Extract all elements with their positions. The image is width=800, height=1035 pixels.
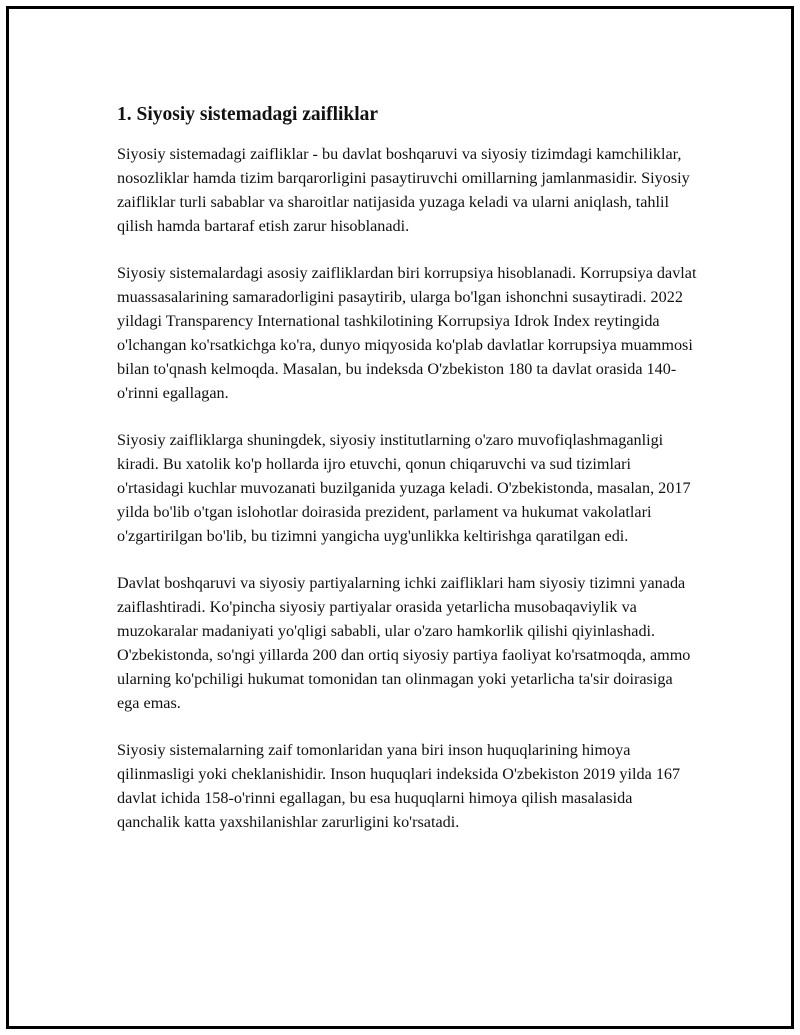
paragraph-2: Siyosiy sistemalardagi asosiy zaifliklardan biri korrupsiya hisoblanadi. Korrupsiya davlat muassasalarining samaradorligini pasaytirib, ularga bo'lgan ishonchni susaytiradi. 2022 yildagi Transparency International tashkilotining Korrupsiya Idrok Index reytingida o'lchangan ko'rsatkichga ko'ra, dunyo miqyosida ko'plab davlatlar korrupsiya muammosi bilan to'qnash kelmoqda. Masalan, bu indeksda O'zbekiston 180 ta davlat orasida 140-o'rinni egallagan.: [117, 264, 697, 402]
paragraph-1: Siyosiy sistemadagi zaifliklar - bu davlat boshqaruvi va siyosiy tizimdagi kamchiliklar, nosozliklar hamda tizim barqarorligini pasaytiruvchi omillarning jamlanmasidir. Siyosiy zaifliklar turli sabablar va sharoitlar natijasida yuzaga keladi va ularni aniqlash, tahlil qilish hamda bartaraf etish zarur hisoblanadi.: [117, 145, 690, 235]
page-frame: [6, 6, 794, 1029]
paragraph-5: Siyosiy sistemalarning zaif tomonlaridan yana biri inson huquqlarining himoya qilinmasligi yoki cheklanishidir. Inson huquqlari indeksida O'zbekiston 2019 yilda 167 davlat ichida 158-o'rinni egallagan, bu esa huquqlarni himoya qilish masalasida qanchalik katta yaxshilanishlar zarurligini ko'rsatadi.: [117, 741, 681, 831]
document-body: [117, 102, 697, 857]
paragraph-4: Davlat boshqaruvi va siyosiy partiyalarning ichki zaifliklari ham siyosiy tizimni yanada zaiflashtiradi. Ko'pincha siyosiy partiyalar orasida yetarlicha musobaqaviylik va muzokaralar madaniyati yo'qligi sababli, ular o'zaro hamkorlik qilishi qiyinlashadi. O'zbekistonda, so'ngi yillarda 200 dan ortiq siyosiy partiya faoliyat ko'rsatmoqda, ammo ularning ko'pchiligi hukumat tomonidan tan olinmagan yoki yetarlicha ta'sir doirasiga ega emas.: [117, 574, 691, 712]
paragraph-3: Siyosiy zaifliklarga shuningdek, siyosiy institutlarning o'zaro muvofiqlashmaganligi kiradi. Bu xatolik ko'p hollarda ijro etuvchi, qonun chiqaruvchi va sud tizimlari o'rtasidagi kuchlar muvozanati buzilganida yuzaga keladi. O'zbekistonda, masalan, 2017 yilda bo'lib o'tgan islohotlar doirasida prezident, parlament va hukumat vakolatlari o'zgartirilgan bo'lib, bu tizimni yangicha uyg'unlikka keltirishga qaratilgan edi.: [117, 431, 691, 545]
section-title: 1. Siyosiy sistemadagi zaifliklar: [117, 104, 379, 125]
